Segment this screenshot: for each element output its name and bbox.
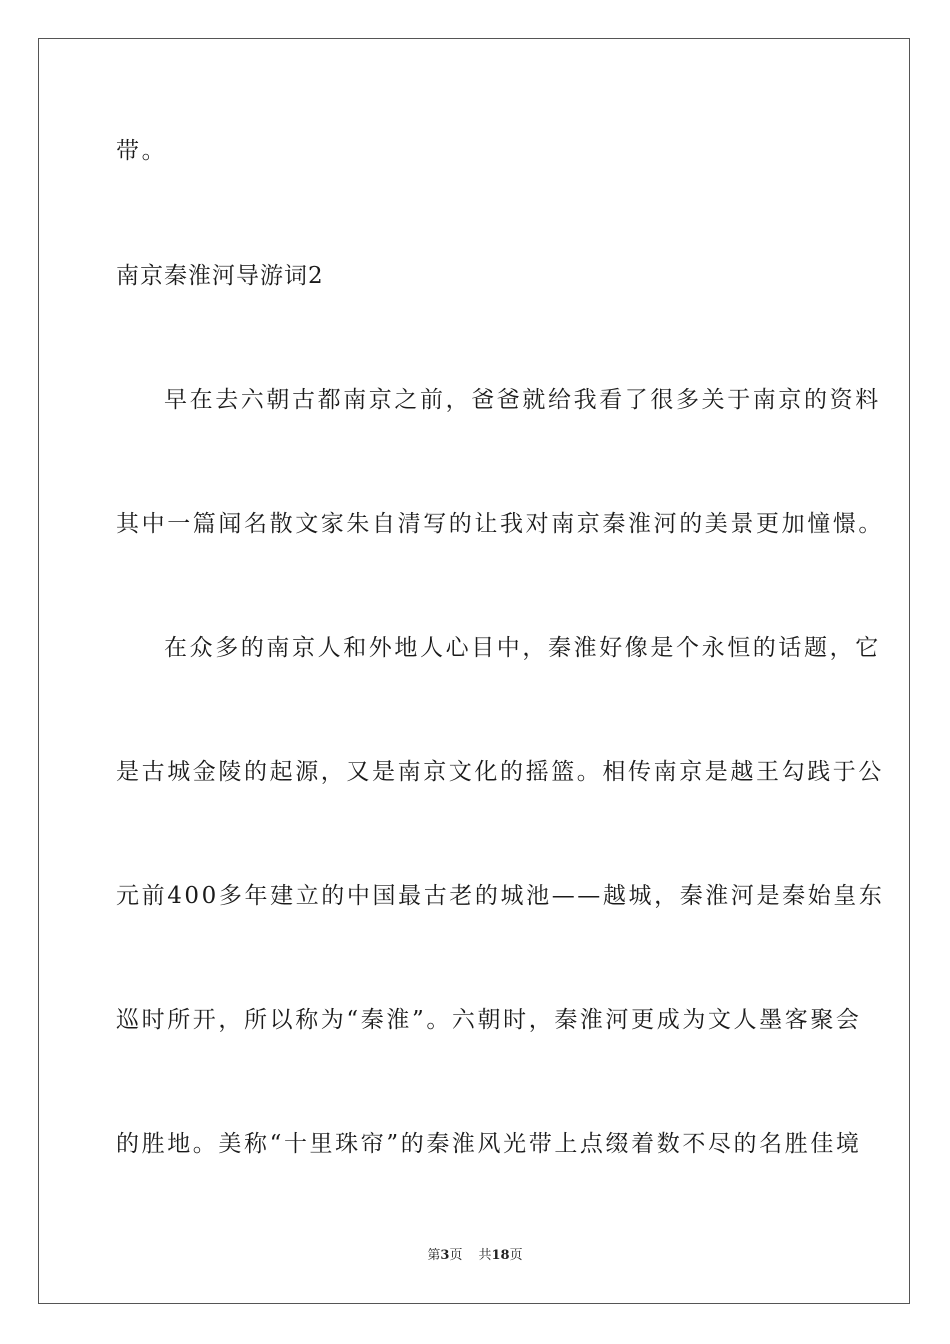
paragraph-line: 在众多的南京人和外地人心目中，秦淮好像是个永恒的话题，它: [164, 635, 881, 661]
total-pages-number: 18: [491, 1248, 510, 1263]
paragraph-line: 是古城金陵的起源，又是南京文化的摇篮。相传南京是越王勾践于公: [116, 759, 884, 785]
total-prefix: 共: [478, 1248, 492, 1263]
total-suffix: 页: [509, 1248, 523, 1263]
paragraph-line: 元前400多年建立的中国最古老的城池——越城，秦淮河是秦始皇东: [116, 883, 885, 909]
paragraph-line: 的胜地。美称“十里珠帘”的秦淮风光带上点缀着数不尽的名胜佳境: [116, 1131, 862, 1157]
page-prefix: 第: [427, 1248, 441, 1263]
page-suffix: 页: [449, 1248, 463, 1263]
paragraph-line: 早在去六朝古都南京之前，爸爸就给我看了很多关于南京的资料: [164, 387, 881, 413]
section-heading: 南京秦淮河导游词2: [116, 263, 324, 289]
paragraph-line: 巡时所开，所以称为“秦淮”。六朝时，秦淮河更成为文人墨客聚会: [116, 1007, 862, 1033]
page-footer: [0, 1247, 950, 1265]
paragraph-line: 带。: [116, 138, 168, 164]
current-page-number: 3: [440, 1248, 450, 1263]
page-border: [38, 38, 910, 1304]
paragraph-line: 其中一篇闻名散文家朱自清写的让我对南京秦淮河的美景更加憧憬。: [116, 511, 884, 537]
